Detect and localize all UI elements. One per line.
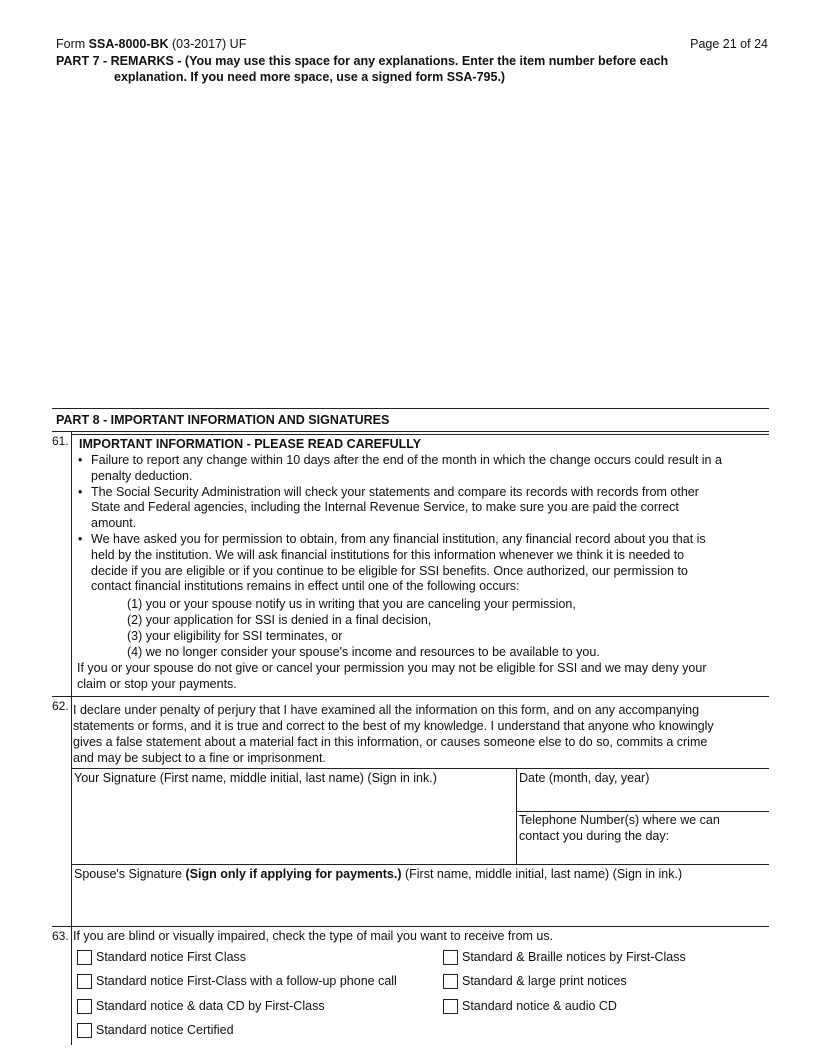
part8-title-rule bbox=[52, 431, 769, 432]
phone-label-1: Telephone Number(s) where we can bbox=[519, 813, 720, 827]
item62-number: 62. bbox=[52, 699, 69, 713]
bullet-icon: • bbox=[78, 532, 83, 546]
item61-bullet-line: contact financial institutions remains in effect until one of the following occurs: bbox=[91, 579, 520, 594]
spouse-label-start: Spouse's Signature bbox=[74, 867, 186, 881]
mail-option-checkbox[interactable] bbox=[443, 999, 458, 1014]
part8-top-rule bbox=[52, 408, 769, 409]
phone-field[interactable] bbox=[517, 845, 767, 863]
spouse-label-condition: (Sign only if applying for payments.) bbox=[185, 867, 402, 881]
page-number: Page 21 of 24 bbox=[690, 37, 768, 51]
date-label: Date (month, day, year) bbox=[519, 771, 650, 785]
item61-bullet-line: decide if you are eligible or if you continue to be eligible for SSI benefits. Once authorized, our permission to bbox=[91, 563, 688, 578]
item61-closing-2: claim or stop your payments. bbox=[77, 677, 237, 691]
part8-title: PART 8 - IMPORTANT INFORMATION AND SIGNATURES bbox=[56, 413, 390, 427]
mail-option-label: Standard notice & data CD by First-Class bbox=[96, 998, 325, 1013]
mail-option-checkbox[interactable] bbox=[77, 950, 92, 965]
declaration-line-4: and may be subject to a fine or imprisonment. bbox=[73, 751, 326, 765]
item61-condition: (4) we no longer consider your spouse's income and resources to be available to you. bbox=[127, 645, 600, 659]
item61-bullet bbox=[78, 485, 768, 532]
item-number-column-rule bbox=[71, 431, 72, 1045]
spouse-box-top bbox=[71, 864, 769, 865]
signature-box-top bbox=[71, 768, 769, 769]
remarks-area[interactable] bbox=[54, 88, 768, 406]
phone-label-2: contact you during the day: bbox=[519, 829, 670, 843]
item61-number: 61. bbox=[52, 434, 69, 448]
item61-bullet-line: State and Federal agencies, including the Internal Revenue Service, to make sure you are paid the correct bbox=[91, 500, 679, 515]
spouse-signature-field[interactable] bbox=[72, 884, 768, 924]
item61-bullet-line: held by the institution. We will ask financial institutions for this information whenever we think it is needed to bbox=[91, 547, 685, 562]
form-prefix: Form bbox=[56, 37, 89, 51]
form-id: SSA-8000-BK bbox=[88, 37, 169, 51]
item61-bullet-line: penalty deduction. bbox=[91, 468, 193, 483]
mail-option-checkbox[interactable] bbox=[77, 999, 92, 1014]
signature-field[interactable] bbox=[72, 788, 514, 863]
item61-condition: (2) your application for SSI is denied in a final decision, bbox=[127, 613, 432, 627]
bullet-icon: • bbox=[78, 453, 83, 467]
date-phone-divider bbox=[516, 811, 769, 812]
item61-closing-1: If you or your spouse do not give or cancel your permission you may not be eligible for SSI and we may deny your bbox=[77, 661, 707, 675]
mail-option-label: Standard notice First-Class with a follow-up phone call bbox=[96, 974, 397, 989]
mail-option-label: Standard & Braille notices by First-Class bbox=[462, 950, 686, 964]
item61-bullet bbox=[78, 453, 768, 485]
item61-bullet-line: We have asked you for permission to obtain, from any financial institution, any financial record about you that is bbox=[91, 532, 706, 546]
mail-option-label: Standard notice First Class bbox=[96, 950, 247, 964]
spouse-label-end: (First name, middle initial, last name) (Sign in ink.) bbox=[401, 867, 683, 881]
item63-question: If you are blind or visually impaired, check the type of mail you want to receive from us. bbox=[73, 929, 554, 943]
item61-heading-underline bbox=[72, 434, 769, 435]
mail-option-label: Standard notice Certified bbox=[96, 1022, 234, 1037]
mail-option-checkbox[interactable] bbox=[443, 974, 458, 989]
bullet-icon: • bbox=[78, 484, 83, 499]
mail-option-label: Standard notice & audio CD bbox=[462, 998, 617, 1013]
declaration-line-1: I declare under penalty of perjury that I have examined all the information on this form, and on any accompanying bbox=[73, 703, 700, 717]
form-identifier bbox=[56, 37, 246, 52]
item61-bullet-line: The Social Security Administration will check your statements and compare its records with records from other bbox=[91, 484, 699, 499]
item61-bullet-line: amount. bbox=[91, 516, 137, 531]
item61-bullet bbox=[78, 532, 768, 595]
form-revision: (03-2017) UF bbox=[168, 37, 247, 51]
item61-bullet-line: Failure to report any change within 10 days after the end of the month in which the change occurs could result in a bbox=[91, 453, 722, 467]
mail-option-checkbox[interactable] bbox=[77, 974, 92, 989]
item61-heading: IMPORTANT INFORMATION - PLEASE READ CAREFULLY bbox=[79, 437, 422, 451]
item61-condition: (1) you or your spouse notify us in writing that you are canceling your permission, bbox=[127, 597, 576, 611]
item62-bottom-rule bbox=[52, 926, 769, 927]
item63-number: 63. bbox=[52, 929, 69, 943]
item61-bottom-rule bbox=[52, 696, 769, 697]
declaration-line-2: statements or forms, and it is true and correct to the best of my knowledge. I understand that anyone who knowingly bbox=[73, 719, 714, 733]
spouse-signature-label bbox=[74, 867, 682, 882]
signature-label: Your Signature (First name, middle initial, last name) (Sign in ink.) bbox=[74, 771, 437, 785]
part7-title-cont: explanation. If you need more space, use a signed form SSA-795.) bbox=[114, 70, 506, 84]
mail-option-checkbox[interactable] bbox=[443, 950, 458, 965]
item61-condition: (3) your eligibility for SSI terminates, or bbox=[127, 629, 343, 643]
mail-option-label: Standard & large print notices bbox=[462, 974, 627, 989]
date-field[interactable] bbox=[517, 788, 767, 810]
part7-title: PART 7 - REMARKS - (You may use this space for any explanations. Enter the item number before each bbox=[56, 54, 669, 68]
mail-option-checkbox[interactable] bbox=[77, 1023, 92, 1038]
declaration-line-3: gives a false statement about a material fact in this information, or causes someone else to do so, commits a crime bbox=[73, 735, 708, 749]
